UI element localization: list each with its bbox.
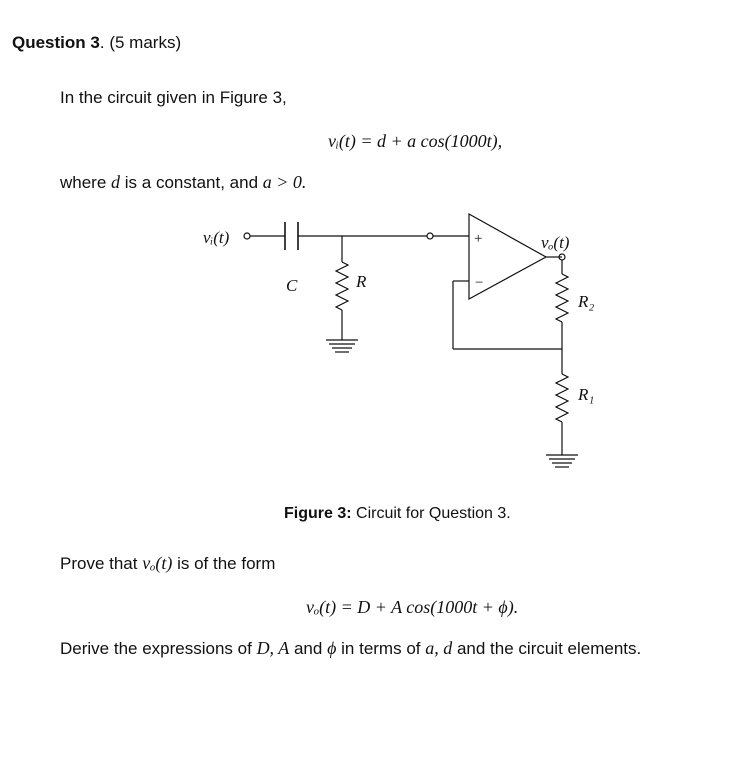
ground-symbol-r — [326, 340, 358, 352]
resistor-r2 — [556, 274, 568, 322]
figure-caption-text: Circuit for Question 3. — [356, 505, 511, 522]
prove-var: vₒ(t) — [142, 553, 173, 573]
derive-line — [60, 638, 641, 659]
derive-and1: and — [293, 639, 323, 658]
prove-prefix: Prove that — [60, 554, 138, 573]
node-terminal — [427, 233, 433, 239]
label-r1: R₁ — [578, 385, 595, 404]
equation-vo: vₒ(t) = D + A cos(1000t + ϕ). — [306, 597, 519, 617]
derive-suffix: and the circuit elements. — [456, 639, 642, 658]
derive-phi: ϕ — [327, 638, 337, 658]
prove-line — [60, 553, 275, 574]
question-label: Question 3 — [12, 33, 100, 52]
where-middle: is a constant, and — [124, 173, 259, 192]
where-prefix: where — [60, 173, 107, 192]
label-c: C — [286, 276, 298, 295]
question-marks: (5 marks) — [109, 33, 182, 52]
figure-caption-label: Figure 3: — [284, 505, 352, 522]
derive-middle: in terms of — [341, 639, 421, 658]
label-vi: vᵢ(t) — [203, 228, 230, 247]
label-r2: R₂ — [578, 292, 595, 311]
input-terminal — [244, 233, 250, 239]
question-dot: . — [99, 33, 105, 52]
label-vo: vₒ(t) — [541, 233, 570, 252]
equation-vi: vᵢ(t) = d + a cos(1000t), — [328, 131, 503, 151]
derive-vars1: D, A — [256, 638, 290, 658]
label-r: R — [356, 272, 367, 291]
prove-suffix: is of the form — [177, 554, 276, 573]
resistor-r1 — [556, 374, 568, 422]
label-minus: − — [475, 275, 484, 291]
derive-prefix: Derive the expressions of — [60, 639, 252, 658]
figure-caption — [284, 505, 511, 523]
ground-symbol-r1 — [546, 455, 578, 467]
intro-text: In the circuit given in Figure 3, — [60, 88, 287, 107]
where-var-d: d — [111, 172, 121, 192]
resistor-r — [336, 262, 348, 310]
where-condition: a > 0. — [262, 172, 307, 192]
label-plus: + — [474, 231, 483, 247]
derive-vars2: a, d — [425, 638, 453, 658]
